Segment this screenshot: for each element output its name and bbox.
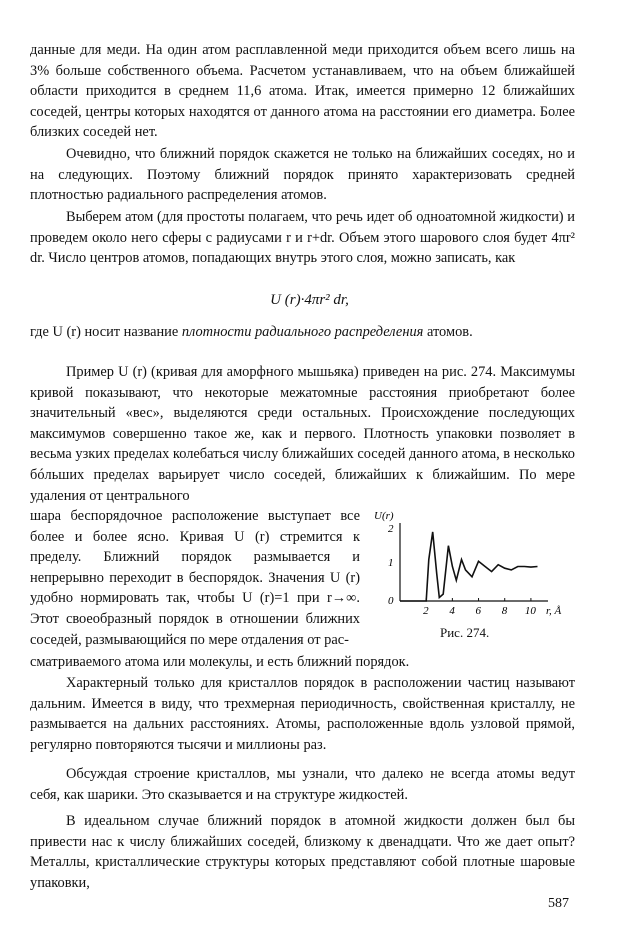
paragraph-4 xyxy=(30,322,575,343)
paragraph-4-start: где U (r) носит название xyxy=(30,324,182,340)
term-radial-distribution: плотности радиального распределения xyxy=(181,324,424,340)
paragraph-6: Характерный только для кристаллов порядок в расположении частиц называют дальним. Имеется в виду, что трехмерная периодичность, свойственная кристаллу, не размывается на дальних расстояниях. Атомы, расположенные вдоль узловой прямой, регулярно повторяются тысячи и миллионы раз. xyxy=(30,675,575,753)
paragraph-1: данные для меди. На один атом расплавленной меди приходится объем всего лишь на 3% больше собственного объема. Расчетом устанавливаем, что на объем ближайшей области приходится в среднем 11,6 атома. Итак, имеется примерно 12 ближайших соседей, центры которых находятся от данного атома на расстоянии его диаметра. Более близких соседей нет. xyxy=(30,42,575,141)
y-tick-label-1: 1 xyxy=(388,557,394,569)
page-number: 587 xyxy=(548,896,569,911)
y-tick-label-0: 0 xyxy=(388,595,394,607)
y-axis-label: U(r) xyxy=(374,510,394,522)
x-tick-label-4: 4 xyxy=(449,605,455,617)
x-tick-label-10: 10 xyxy=(524,605,536,617)
paragraph-5-last: сматриваемого атома или молекулы, и есть ближний порядок. xyxy=(30,654,410,670)
paragraph-5: Пример U (r) (кривая для аморфного мышьяка) приведен на рис. 274. Максимумы кривой показывают, что некоторые межатомные расстояния приобретают более значительный «вес», выделяются среди остальных. Происхождение последующих максимумов совершенно такое же, как и первого. Плотность упаковки позволяет в весьма узких пределах колебаться числу ближайших соседей данного атома, в несколько бóльших пределах варьирует число соседей, ближайших к ближайшим. По мере удаления от центрального xyxy=(30,364,575,504)
paragraph-5-narrow: шара беспорядочное расположение выступает все более и более ясно. Кривая U (r) стремится к пределу. Ближний порядок размывается и непрерывно переходит в беспорядок. Значения U (r) удобно нормировать так, чтобы U (r)=1 при r→∞. Этот своеобразный порядок в отношении ближних соседей, размывающийся по мере отдаления от рас- xyxy=(30,508,360,648)
paragraph-8: В идеальном случае ближний порядок в атомной жидкости должен был бы привести нас к числу ближайших соседей, близкому к двенадцати. Что же дает опыт? Металлы, кристаллические структуры которых представляют собой плотные шаровые упаковки, xyxy=(30,813,575,891)
paragraph-3: Выберем атом (для простоты полагаем, что речь идет об одноатомной жидкости) и проведем около него сферы с радиусами r и r+dr. Объем этого шарового слоя будет 4πr² dr. Число центров атомов, попадающих внутрь этого слоя, можно записать, как xyxy=(30,209,575,267)
figure-caption: Рис. 274. xyxy=(440,625,490,640)
curve-U-r xyxy=(400,532,538,601)
x-axis-label: r, Å xyxy=(546,605,562,617)
x-tick-label-6: 6 xyxy=(475,605,482,617)
y-tick-label-2: 2 xyxy=(388,523,394,535)
paragraph-4-end: атомов. xyxy=(423,324,473,340)
paragraph-7: Обсуждая строение кристаллов, мы узнали, что далеко не всегда атомы ведут себя, как шарики. Это сказывается и на структуре жидкостей. xyxy=(30,766,575,803)
x-tick-label-8: 8 xyxy=(501,605,508,617)
x-tick-label-2: 2 xyxy=(423,605,429,617)
formula: U (r)·4πr² dr, xyxy=(270,292,349,308)
paragraph-2: Очевидно, что ближний порядок скажется не только на ближайших соседях, но и на следующих. Поэтому ближний порядок принято характеризовать средней плотностью радиального распределения атомов. xyxy=(30,146,575,204)
